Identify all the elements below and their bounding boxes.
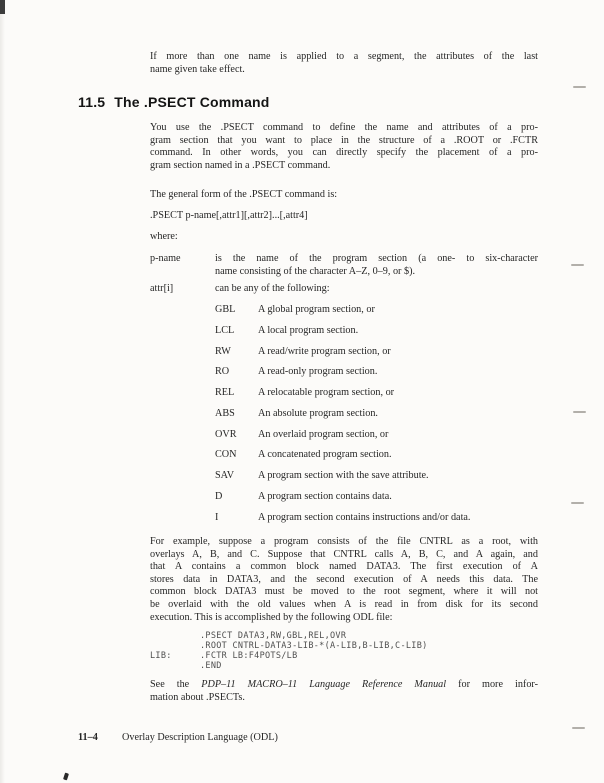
attribute-code: REL [215, 387, 235, 399]
book-title: PDP–11 MACRO–11 Language Reference Manual [201, 679, 447, 690]
attribute-code: OVR [215, 428, 237, 440]
code-text: .FCTR LB:F4POTS/LB [200, 651, 298, 661]
change-bar-mark [571, 264, 584, 266]
attribute-code: CON [215, 449, 237, 461]
see-also-paragraph [150, 679, 538, 704]
scan-edge-shading [0, 0, 5, 783]
example-paragraph [150, 536, 538, 624]
change-bar-mark [572, 727, 585, 729]
paragraph-line: is the name of the program section (a one- to six-character [215, 253, 538, 264]
code-label: LIB: [150, 651, 172, 661]
page-number: 11–4 [78, 732, 98, 743]
param-term: attr[i] [150, 283, 174, 294]
attribute-code: SAV [215, 470, 235, 482]
odl-code-block [150, 631, 428, 671]
attribute-row [215, 512, 538, 525]
attribute-code: GBL [215, 304, 236, 315]
attribute-description: A local program section. [258, 324, 359, 336]
code-label [150, 631, 200, 641]
attribute-row [215, 366, 538, 379]
paragraph-line: overlays A, B, and C. Suppose that CNTRL calls A, B, C, and A again, and [150, 548, 538, 560]
paragraph-line: name given take effect. [150, 63, 245, 75]
change-bar-mark [571, 502, 584, 504]
attribute-description: A global program section, or [258, 304, 375, 315]
scan-registration-mark [0, 0, 5, 14]
see-suffix: for more infor- [446, 679, 538, 690]
param-term: p-name [150, 253, 181, 264]
attribute-row [215, 408, 538, 421]
attribute-row [215, 346, 538, 359]
attribute-description: A program section contains data. [258, 491, 392, 503]
attribute-row [215, 304, 538, 317]
paragraph-line: common block DATA3 must be moved to the root segment, where it will not [150, 586, 538, 598]
attribute-code: LCL [215, 324, 235, 336]
attribute-row [215, 429, 538, 442]
footer-title: Overlay Description Language (ODL) [122, 732, 278, 743]
paragraph-line: that A contains a common block named DATA3. The first execution of A [150, 561, 538, 573]
attribute-description: A read-only program section. [258, 366, 378, 378]
section-heading [78, 94, 270, 110]
intro-paragraph [150, 51, 538, 76]
paragraph-line: If more than one name is applied to a segment, the attributes of the last [150, 51, 538, 62]
attribute-code: RO [215, 366, 230, 378]
attribute-description: A program section contains instructions and/or data. [258, 511, 471, 523]
attribute-description: A concatenated program section. [258, 449, 392, 461]
paragraph-line: You use the .PSECT command to define the name and attributes of a pro- [150, 122, 538, 133]
paragraph-line: For example, suppose a program consists of the file CNTRL as a root, with [150, 536, 538, 547]
attribute-row [215, 449, 538, 462]
scan-tick-mark [63, 773, 69, 781]
code-text: .ROOT CNTRL-DATA3-LIB-*(A-LIB,B-LIB,C-LIB) [200, 641, 428, 651]
attribute-description: A read/write program section, or [258, 345, 391, 357]
attribute-list [215, 304, 538, 533]
section-title: The .PSECT Command [114, 94, 270, 110]
param-description [215, 253, 538, 278]
attribute-description: A program section with the save attribute. [258, 470, 429, 482]
paragraph-line: command. In other words, you can directly specify the placement of a pro- [150, 147, 538, 159]
code-line [150, 661, 428, 671]
section-number: 11.5 [78, 94, 106, 110]
body-paragraph-1 [150, 122, 538, 172]
page-footer [78, 732, 278, 745]
attribute-code: D [215, 491, 223, 503]
where-label: where: [150, 231, 178, 242]
paragraph-line: stores data in DATA3, and the second execution of A needs this data. The [150, 573, 538, 585]
attribute-row [215, 491, 538, 504]
paragraph-line: can be any of the following: [215, 283, 330, 294]
general-form-label: The general form of the .PSECT command is: [150, 189, 338, 200]
paragraph-line [150, 679, 538, 692]
attribute-code: RW [215, 345, 231, 357]
attribute-description: An overlaid program section, or [258, 428, 389, 440]
param-definition-attr [150, 283, 538, 296]
see-prefix: See the [150, 679, 202, 690]
paragraph-line: execution. This is accomplished by the following ODL file: [150, 611, 393, 623]
code-label [150, 641, 200, 651]
attribute-row [215, 325, 538, 338]
change-bar-mark [573, 86, 586, 88]
paragraph-line: mation about .PSECTs. [150, 691, 245, 703]
attribute-code: ABS [215, 407, 235, 419]
code-text: .END [200, 661, 222, 671]
paragraph-line: name consisting of the character A–Z, 0–9, or $). [215, 265, 416, 277]
code-text: .PSECT DATA3,RW,GBL,REL,OVR [200, 631, 347, 641]
paragraph-line: gram section named in a .PSECT command. [150, 159, 331, 171]
psect-syntax: .PSECT p-name[,attr1][,attr2]...[,attr4] [150, 210, 308, 221]
code-line [150, 641, 428, 651]
param-definition-pname [150, 253, 538, 278]
paragraph-line: gram section that you want to place in the structure of a .ROOT or .FCTR [150, 134, 538, 146]
attribute-row [215, 387, 538, 400]
code-line [150, 631, 428, 641]
change-bar-mark [573, 411, 586, 413]
code-label [150, 661, 200, 671]
attribute-row [215, 470, 538, 483]
code-line [150, 651, 428, 661]
attribute-description: A relocatable program section, or [258, 387, 395, 399]
attribute-code: I [215, 511, 219, 523]
attribute-description: An absolute program section. [258, 407, 378, 419]
paragraph-line: be overlaid with the old values when A is read in from disk for its second [150, 598, 538, 610]
